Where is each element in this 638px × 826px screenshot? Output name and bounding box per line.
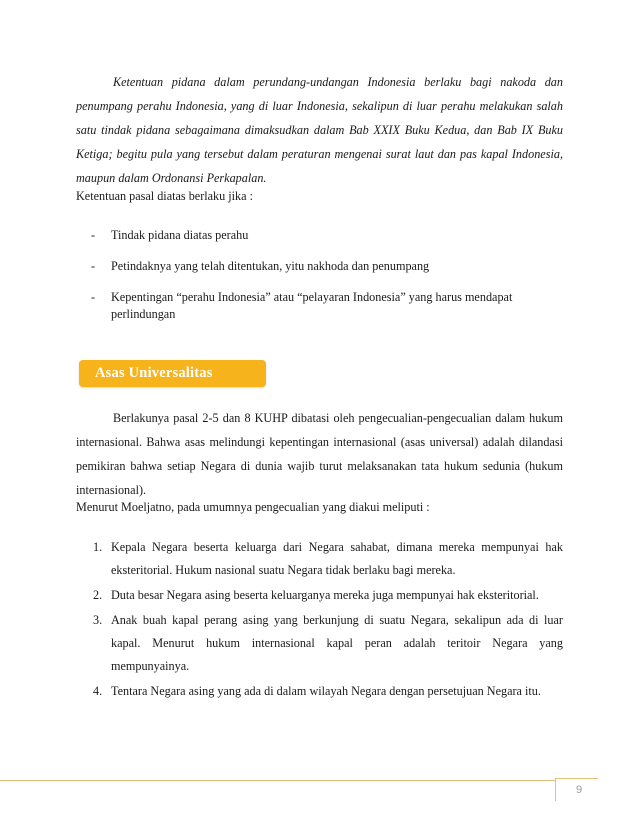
- condition-item: - Tindak pidana diatas perahu: [91, 228, 249, 242]
- exceptions-list: [76, 536, 563, 703]
- condition-item: - Kepentingan “perahu Indonesia” atau “pelayaran Indonesia” yang harus mendapat perlindungan: [91, 290, 513, 321]
- section-heading-box: [79, 360, 266, 387]
- exceptions-intro-block: [76, 497, 563, 517]
- body-block: [76, 406, 563, 502]
- conditions-intro: Ketentuan pasal diatas berlaku jika :: [76, 189, 253, 203]
- conditions-block: [76, 186, 563, 206]
- exceptions-list-wrap: [76, 536, 563, 705]
- conditions-list-wrap: [76, 227, 563, 323]
- condition-item: - Petindaknya yang telah ditentukan, yitu nakhoda dan penumpang: [91, 259, 430, 273]
- italic-quote-block: [76, 70, 563, 190]
- section-heading-title: Asas Universalitas: [95, 365, 213, 381]
- conditions-list: [76, 227, 563, 323]
- exception-item: 2. Duta besar Negara asing beserta keluarganya mereka juga mempunyai hak eksteritorial.: [93, 588, 539, 602]
- footer-divider: [0, 780, 555, 781]
- exceptions-intro: Menurut Moeljatno, pada umumnya pengecualian yang diakui meliputi :: [76, 500, 430, 514]
- page-number-box: [555, 778, 598, 801]
- exception-item: 3. Anak buah kapal perang asing yang berkunjung di suatu Negara, sekalipun ada di luar kapal. Menurut hukum internasional kapal peran adalah teritoir Negara yang mempunyainya.: [93, 613, 563, 673]
- italic-paragraph: Ketentuan pidana dalam perundang-undangan Indonesia berlaku bagi nakoda dan penumpang perahu Indonesia, yang di luar Indonesia, sekalipun di luar perahu melakukan salah satu tindak pidana sebagaimana dimaksudkan dalam Bab XXIX Buku Kedua, dan Bab IX Buku Ketiga; begitu pula yang tersebut dalam peraturan mengenai surat laut dan pas kapal Indonesia, maupun dalam Ordonansi Perkapalan.: [76, 75, 563, 185]
- page-number: 9: [576, 784, 583, 796]
- body-paragraph: Berlakunya pasal 2-5 dan 8 KUHP dibatasi oleh pengecualian-pengecualian dalam hukum internasional. Bahwa asas melindungi kepentingan internasional (asas universal) adalah dilandasi pemikiran bahwa setiap Negara di dunia wajib turut melaksanakan tata hukum sedunia (hukum internasional).: [76, 411, 563, 497]
- exception-item: 4. Tentara Negara asing yang ada di dalam wilayah Negara dengan persetujuan Negara itu.: [93, 684, 541, 698]
- exception-item: 1. Kepala Negara beserta keluarga dari Negara sahabat, dimana mereka mempunyai hak eksteritorial. Hukum nasional suatu Negara tidak berlaku bagi mereka.: [93, 540, 563, 577]
